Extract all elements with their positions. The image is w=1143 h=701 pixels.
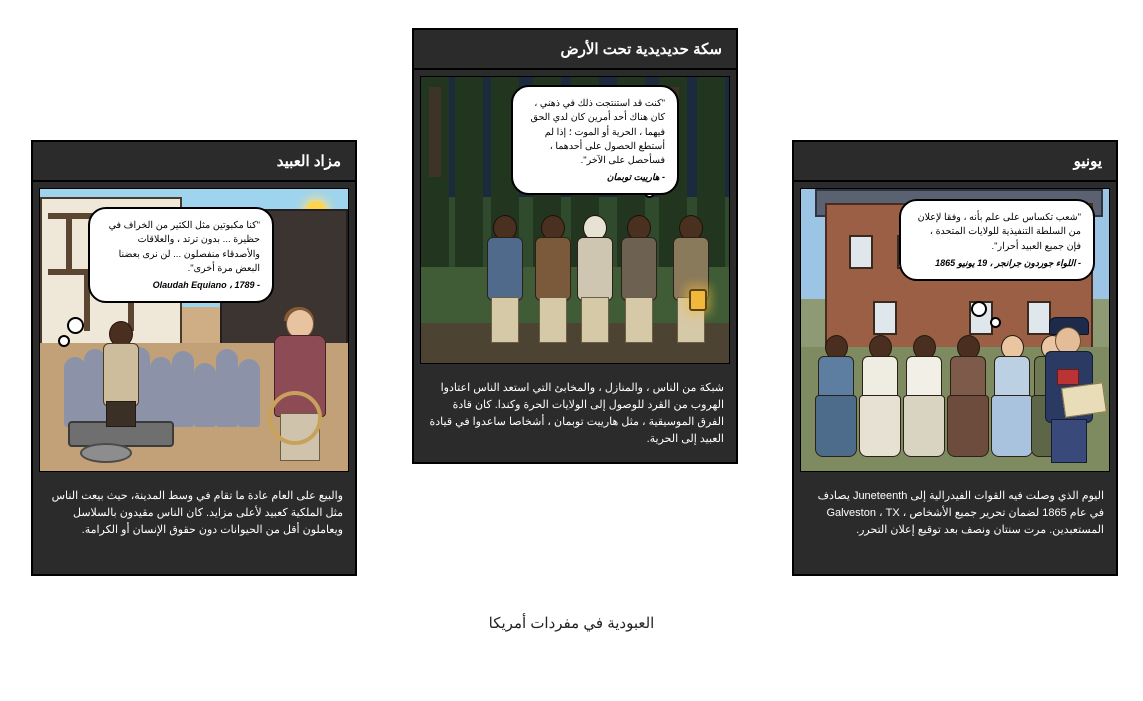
speech-tail-dot-large	[67, 317, 84, 334]
speech-tail-dot-large	[971, 301, 987, 317]
speech-bubble-equiano	[88, 207, 274, 303]
speech-bubble-granger	[899, 199, 1095, 281]
freed-person-figure-1	[815, 335, 855, 455]
freed-person-figure-3	[903, 335, 943, 455]
panel-underground-railroad[interactable]	[412, 28, 738, 464]
rope-icon	[268, 391, 322, 445]
speech-bubble-text: "شعب تكساس على علم بأنه ، وفقا لإعلان من السلطة التنفيذية للولايات المتحدة ، فإن جميع العبيد أحرار".	[917, 212, 1081, 252]
escaping-figure-1	[483, 215, 525, 341]
speech-tail-dot-small	[58, 335, 70, 347]
lantern-icon	[689, 289, 707, 311]
storyboard-footer-title: العبودية في مفردات أمريكا	[488, 615, 655, 632]
escaping-figure-2	[531, 215, 573, 341]
escaping-figure-4	[617, 215, 659, 341]
panel-caption-slave-auction: والبيع على العام عادة ما تقام في وسط المدينة، حيث بيعت الناس مثل الملكية كعبيد لأعلى مزايد. كان الناس مقيدون بالسلاسل ويعاملون أقل من الحيوانات دون حقوق الإنسان أو الكرامة.	[51, 490, 343, 537]
speech-bubble-text: "كنت قد استنتجت ذلك في ذهني ، كان هناك أحد أمرين كان لدي الحق فيهما ، الحرية أو الموت ؛ إذا لم أستطع الحصول على أحدهما ، فسأحصل على الآخر".	[530, 98, 665, 166]
panel-title-juneteenth: يونيو	[794, 142, 1116, 182]
speech-bubble-text: "كنا مكبوتين مثل الكثير من الخراف في حظيرة ... بدون ترتد ، والعلاقات والأصدقاء منفصلون ... لن نرى بعضنا البعض مرة أخرى".	[108, 220, 260, 274]
speech-bubble-attribution: - Olaudah Equiano ، 1789	[152, 280, 260, 290]
panel-art-juneteenth	[800, 188, 1110, 472]
panel-caption-juneteenth: اليوم الذي وصلت فيه القوات الفيدرالية إلى Juneteenth يصادف في عام 1865 لضمان تحرير جميع الأشخاص ، Galveston ، TX المستعبدين. مرت سنتان ونصف بعد توقيع إعلان التحرر.	[817, 490, 1104, 537]
union-general-figure	[1039, 311, 1097, 461]
speech-bubble-tubman	[511, 85, 679, 195]
speech-tail-dot-small	[990, 317, 1001, 328]
stone-wheel	[80, 443, 132, 463]
escaping-figure-3	[573, 215, 615, 341]
harriet-tubman-figure	[669, 215, 711, 341]
woman-figure-blue-dress	[991, 335, 1031, 455]
panel-art-underground-railroad	[420, 76, 730, 364]
freed-person-figure-4	[947, 335, 987, 455]
speech-bubble-attribution: - اللواء جوردون جرانجر ، 19 يونيو 1865	[935, 257, 1081, 268]
crowd-of-onlookers	[64, 339, 274, 427]
panel-title-slave-auction: مزاد العبيد	[33, 142, 355, 182]
panel-slave-auction[interactable]	[31, 140, 357, 576]
flag-icon	[1057, 369, 1079, 385]
freed-person-figure-2	[859, 335, 899, 455]
panel-juneteenth[interactable]	[792, 140, 1118, 576]
panel-caption-underground-railroad: شبكة من الناس ، والمنازل ، والمخابئ التي استعد الناس اعتادوا الهروب من القرد للوصول إلى الولايات الحرة وكندا. كان قادة الفرق الموسيقية ، مثل هارييت توبمان ، أشخاصا ساعدوا في قيادة العبيد إلى الحرية.	[429, 382, 724, 446]
proclamation-scroll-icon	[1061, 382, 1107, 418]
enslaved-person-figure	[98, 321, 142, 425]
panel-art-slave-auction	[39, 188, 349, 472]
panel-title-underground-railroad: سكة حديديدية تحت الأرض	[414, 30, 736, 70]
speech-bubble-attribution: - هارييت توبمان	[606, 172, 665, 183]
